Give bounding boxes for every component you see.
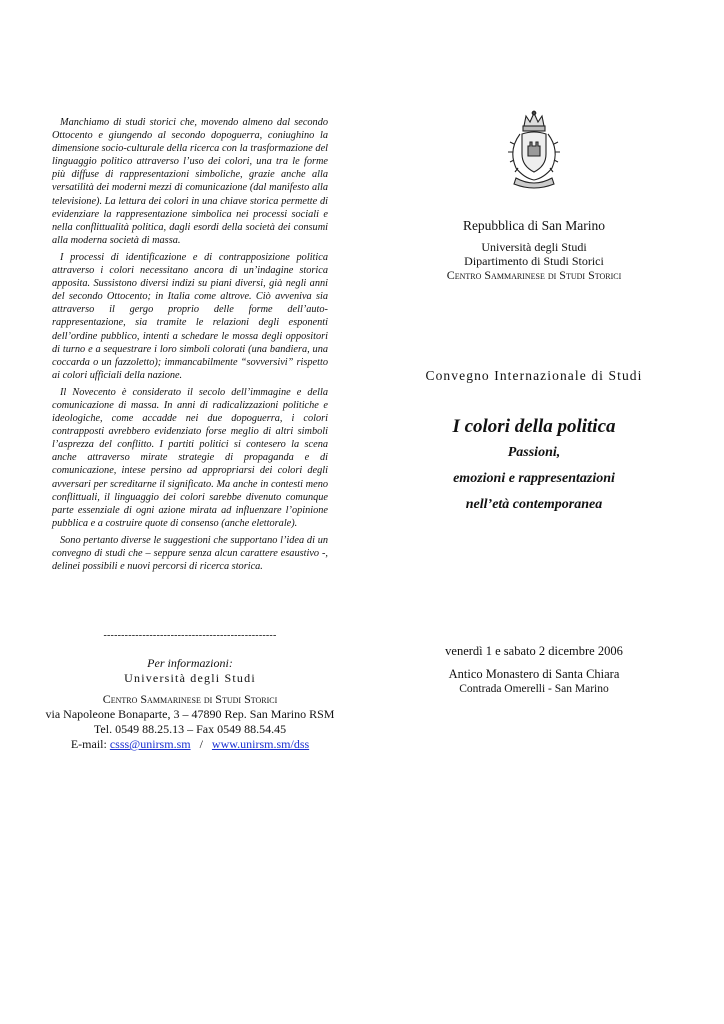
contact-block xyxy=(30,656,350,752)
contact-university: Università degli Studi xyxy=(124,671,256,685)
event-venue xyxy=(400,667,668,697)
contact-phone: Tel. 0549 88.25.13 – Fax 0549 88.54.45 xyxy=(93,722,287,736)
subtitle-line-1: Passioni, xyxy=(507,445,561,460)
event-subtitle xyxy=(400,440,668,518)
intro-paragraph-4: Sono pertanto diverse le suggestioni che supportano l’idea di un convegno di studi che – seppure senza alcun carattere esaustivo -, delinei possibili e nuovi percorsi di ricerca storica. xyxy=(52,534,328,573)
intro-paragraph-1: Manchiamo di studi storici che, movendo almeno dal secondo Ottocento e giungendo al secondo dopoguerra, coniughino la dimensione socio-culturale della ricerca con la trasformazione del linguaggio politico attraverso l’uso dei colori, una tra le forme più diffuse di rappresentazioni simboliche, grazie anche alla versatilità dei moderni mezzi di comunicazione (dal manifesto alla televisione). La lettura dei colori in una chiave storica permette di evidenziare la rappresentazione simbolica nei processi sociali e nella conflittualità politica, dagli esordi della società dei consumi alla moderna società di massa. xyxy=(52,117,328,246)
info-label: Per informazioni: xyxy=(147,656,233,670)
venue-name: Antico Monastero di Santa Chiara xyxy=(448,667,620,681)
event-title: I colori della politica xyxy=(452,416,616,437)
intro-paragraph-3: Il Novecento è considerato il secolo dell’immagine e della comunicazione di massa. In anni di radicalizzazioni politiche e ideologiche, come accadde nei due dopoguerra, i colori contrapposti avrebbero evidenziato forse meglio di altri simboli l’asprezza del conflitto. I partiti politici si contesero la scena anche attraverso mirate strategie di propaganda e di comunicazione, intese persino ad appropriarsi dei colori degli avversari per screditarne il significato. Ma anche in contesti meno conflittuali, il linguaggio dei colori sarebbe divenuto comunque parte essenziale di ogni azione mirata ad influenzare l’opinione pubblica e a costruire quote di consenso (anche elettorale). xyxy=(52,386,328,529)
contact-address: via Napoleone Bonaparte, 3 – 47890 Rep. San Marino RSM xyxy=(45,707,335,721)
event-dates: venerdì 1 e sabato 2 dicembre 2006 xyxy=(445,644,623,658)
event-type: Convegno Internazionale di Studi xyxy=(425,368,643,383)
email-prefix: E-mail: xyxy=(70,737,110,751)
intro-text xyxy=(52,116,328,577)
link-separator: / xyxy=(190,737,212,751)
intro-paragraph-2: I processi di identificazione e di contrapposizione politica attraverso i colori necessitano ancora di un’indagine storica apposita. Sussistono diversi indizi su piani diversi, già negli anni del secondo Ottocento; in Italia come altrove. Ciò avveniva sia attraverso il gergo proprio delle forme dell’auto-rappresentazione, sia tramite le relazioni degli esponenti dell’ordine pubblico, intenti a schedare le mossa degli oppositori di turno e a sequestrare i loro simboli colorati (una bandiera, una coccarda o un fazzoletto); immancabilmente “sovversivi” rispetto ai colori ufficiali della nazione. xyxy=(52,251,328,381)
cover-panel xyxy=(400,110,668,697)
subtitle-line-2: emozioni e rappresentazioni xyxy=(453,471,615,486)
contact-email-line xyxy=(30,737,350,752)
website-link[interactable]: www.unirsm.sm/dss xyxy=(211,737,310,751)
coat-of-arms-icon xyxy=(502,110,566,190)
republic-name: Repubblica di San Marino xyxy=(462,218,606,233)
email-link[interactable]: csss@unirsm.sm xyxy=(109,737,191,751)
contact-centre: Centro Sammarinese di Studi Storici xyxy=(102,692,278,706)
venue-address: Contrada Omerelli - San Marino xyxy=(459,683,609,695)
university-name: Università degli Studi xyxy=(481,240,587,254)
department-name: Dipartimento di Studi Storici xyxy=(464,254,604,268)
centre-name: Centro Sammarinese di Studi Storici xyxy=(446,268,622,282)
university-block xyxy=(400,240,668,282)
subtitle-line-3: nell’età contemporanea xyxy=(465,497,603,512)
divider-line: ------------------------------------------------- xyxy=(103,630,277,641)
